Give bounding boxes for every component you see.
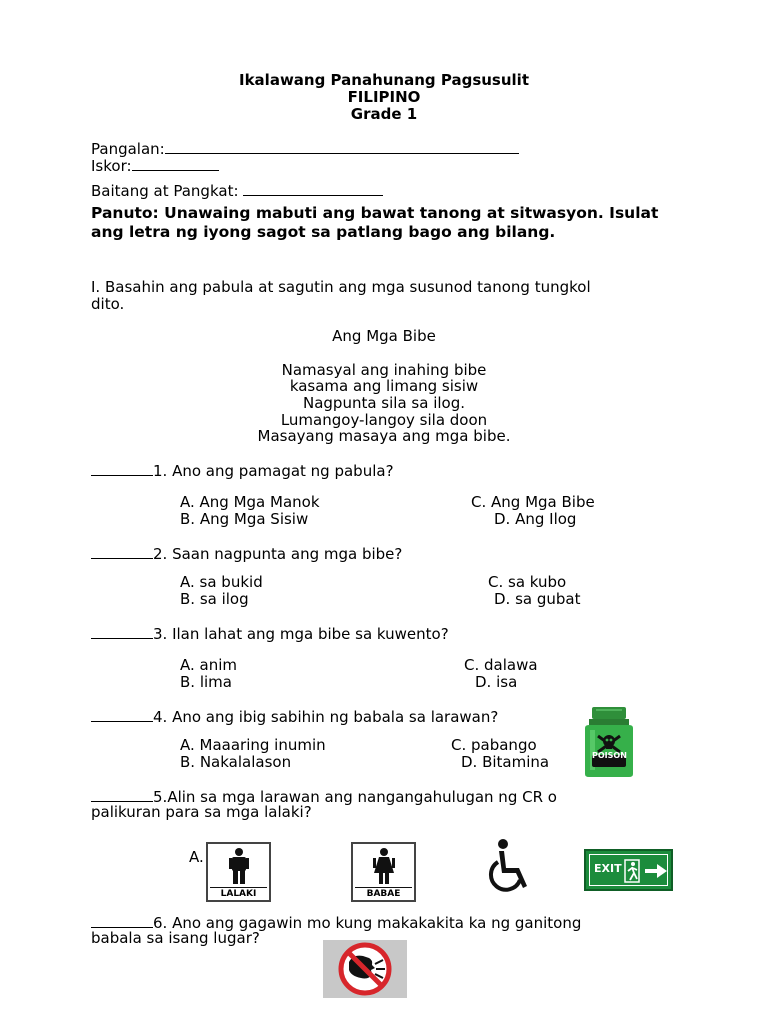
female-figure-icon: [373, 848, 395, 884]
female-sign-label: BABAE: [355, 887, 412, 900]
part1-intro-line2: dito.: [91, 295, 125, 313]
question-text: Ano ang pamagat ng pabula?: [172, 462, 394, 480]
question-6-line2: babala sa isang lugar?: [91, 929, 260, 947]
question-2: [91, 544, 402, 563]
section-field: [91, 181, 383, 200]
question-4: [91, 707, 498, 726]
male-sign-label: LALAKI: [210, 887, 267, 900]
question-text: Saan nagpunta ang mga bibe?: [172, 545, 403, 563]
question-3: [91, 624, 449, 643]
poem-line: Lumangoy-langoy sila doon: [280, 411, 488, 429]
choice-c: C. pabango: [451, 736, 537, 754]
answer-blank: [91, 461, 153, 476]
choice-a: A. anim: [180, 656, 238, 674]
instructions: Panuto: Unawaing mabuti ang bawat tanong at sitwasyon. Isulat ang letra ng iyong sagot sa patlang bago ang bilang.: [91, 204, 659, 241]
answer-blank: [91, 624, 153, 639]
part1-intro-line1: I. Basahin ang pabula at sagutin ang mga susunod tanong tungkol: [91, 278, 591, 296]
choice-d: D. sa gubat: [494, 590, 581, 608]
section-line: [243, 181, 383, 196]
question-number: 4.: [153, 708, 168, 726]
choice-a: A. sa bukid: [180, 573, 263, 591]
question-number: 5.: [153, 788, 168, 806]
female-restroom-sign: [351, 842, 416, 902]
male-figure-icon: [228, 848, 250, 884]
section-label: Baitang at Pangkat:: [91, 182, 239, 200]
choice-c: C. Ang Mga Bibe: [471, 493, 595, 511]
question-5-line2: palikuran para sa mga lalaki?: [91, 803, 312, 821]
choice-d: D. Bitamina: [461, 753, 550, 771]
poem-line: kasama ang limang sisiw: [289, 377, 479, 395]
answer-blank: [91, 913, 153, 928]
question-number: 3.: [153, 625, 168, 643]
name-line: [165, 139, 519, 154]
exam-subject: FILIPINO: [347, 88, 421, 106]
score-line: [132, 156, 219, 171]
choice-a: A. Maaaring inumin: [180, 736, 326, 754]
choice-d: D. isa: [475, 673, 518, 691]
no-shouting-sign-icon: [323, 940, 407, 998]
answer-blank: [91, 787, 153, 802]
poison-bottle-icon: [580, 706, 638, 778]
choice-d: D. Ang Ilog: [494, 510, 577, 528]
poem-line: Namasyal ang inahing bibe: [281, 361, 487, 379]
poem-title: Ang Mga Bibe: [332, 327, 436, 345]
poem-line: Masayang masaya ang mga bibe.: [257, 427, 511, 445]
choice-c: C. sa kubo: [488, 573, 567, 591]
question-text: Ilan lahat ang mga bibe sa kuwento?: [172, 625, 449, 643]
answer-blank: [91, 544, 153, 559]
running-man-arrow-icon: [624, 859, 670, 883]
choice-a: A. Ang Mga Manok: [180, 493, 320, 511]
male-restroom-sign: [206, 842, 271, 902]
poison-label: POISON: [592, 751, 627, 760]
choice-a-label: A.: [189, 848, 204, 866]
exit-label: EXIT: [594, 862, 622, 875]
question-text: Alin sa mga larawan ang nangangahulugan ng CR o: [167, 788, 557, 806]
exam-grade: Grade 1: [350, 105, 418, 123]
choice-b: B. sa ilog: [180, 590, 249, 608]
poem-line: Nagpunta sila sa ilog.: [303, 394, 465, 412]
choice-b: B. Nakalalason: [180, 753, 292, 771]
score-label: Iskor:: [91, 157, 132, 175]
question-text: Ano ang ibig sabihin ng babala sa larawan?: [167, 708, 499, 726]
question-number: 1.: [153, 462, 168, 480]
question-number: 2.: [153, 545, 168, 563]
question-text: Ano ang gagawin mo kung makakakita ka ng ganitong: [167, 914, 582, 932]
question-number: 6.: [153, 914, 168, 932]
choice-b: B. Ang Mga Sisiw: [180, 510, 309, 528]
question-1: [91, 461, 394, 480]
choice-c: C. dalawa: [464, 656, 538, 674]
name-label: Pangalan:: [91, 140, 165, 158]
score-field: [91, 156, 219, 175]
exam-title: Ikalawang Panahunang Pagsusulit: [239, 71, 529, 89]
wheelchair-icon: [485, 838, 539, 898]
answer-blank: [91, 707, 153, 722]
exit-sign: [584, 849, 673, 891]
choice-b: B. lima: [180, 673, 232, 691]
